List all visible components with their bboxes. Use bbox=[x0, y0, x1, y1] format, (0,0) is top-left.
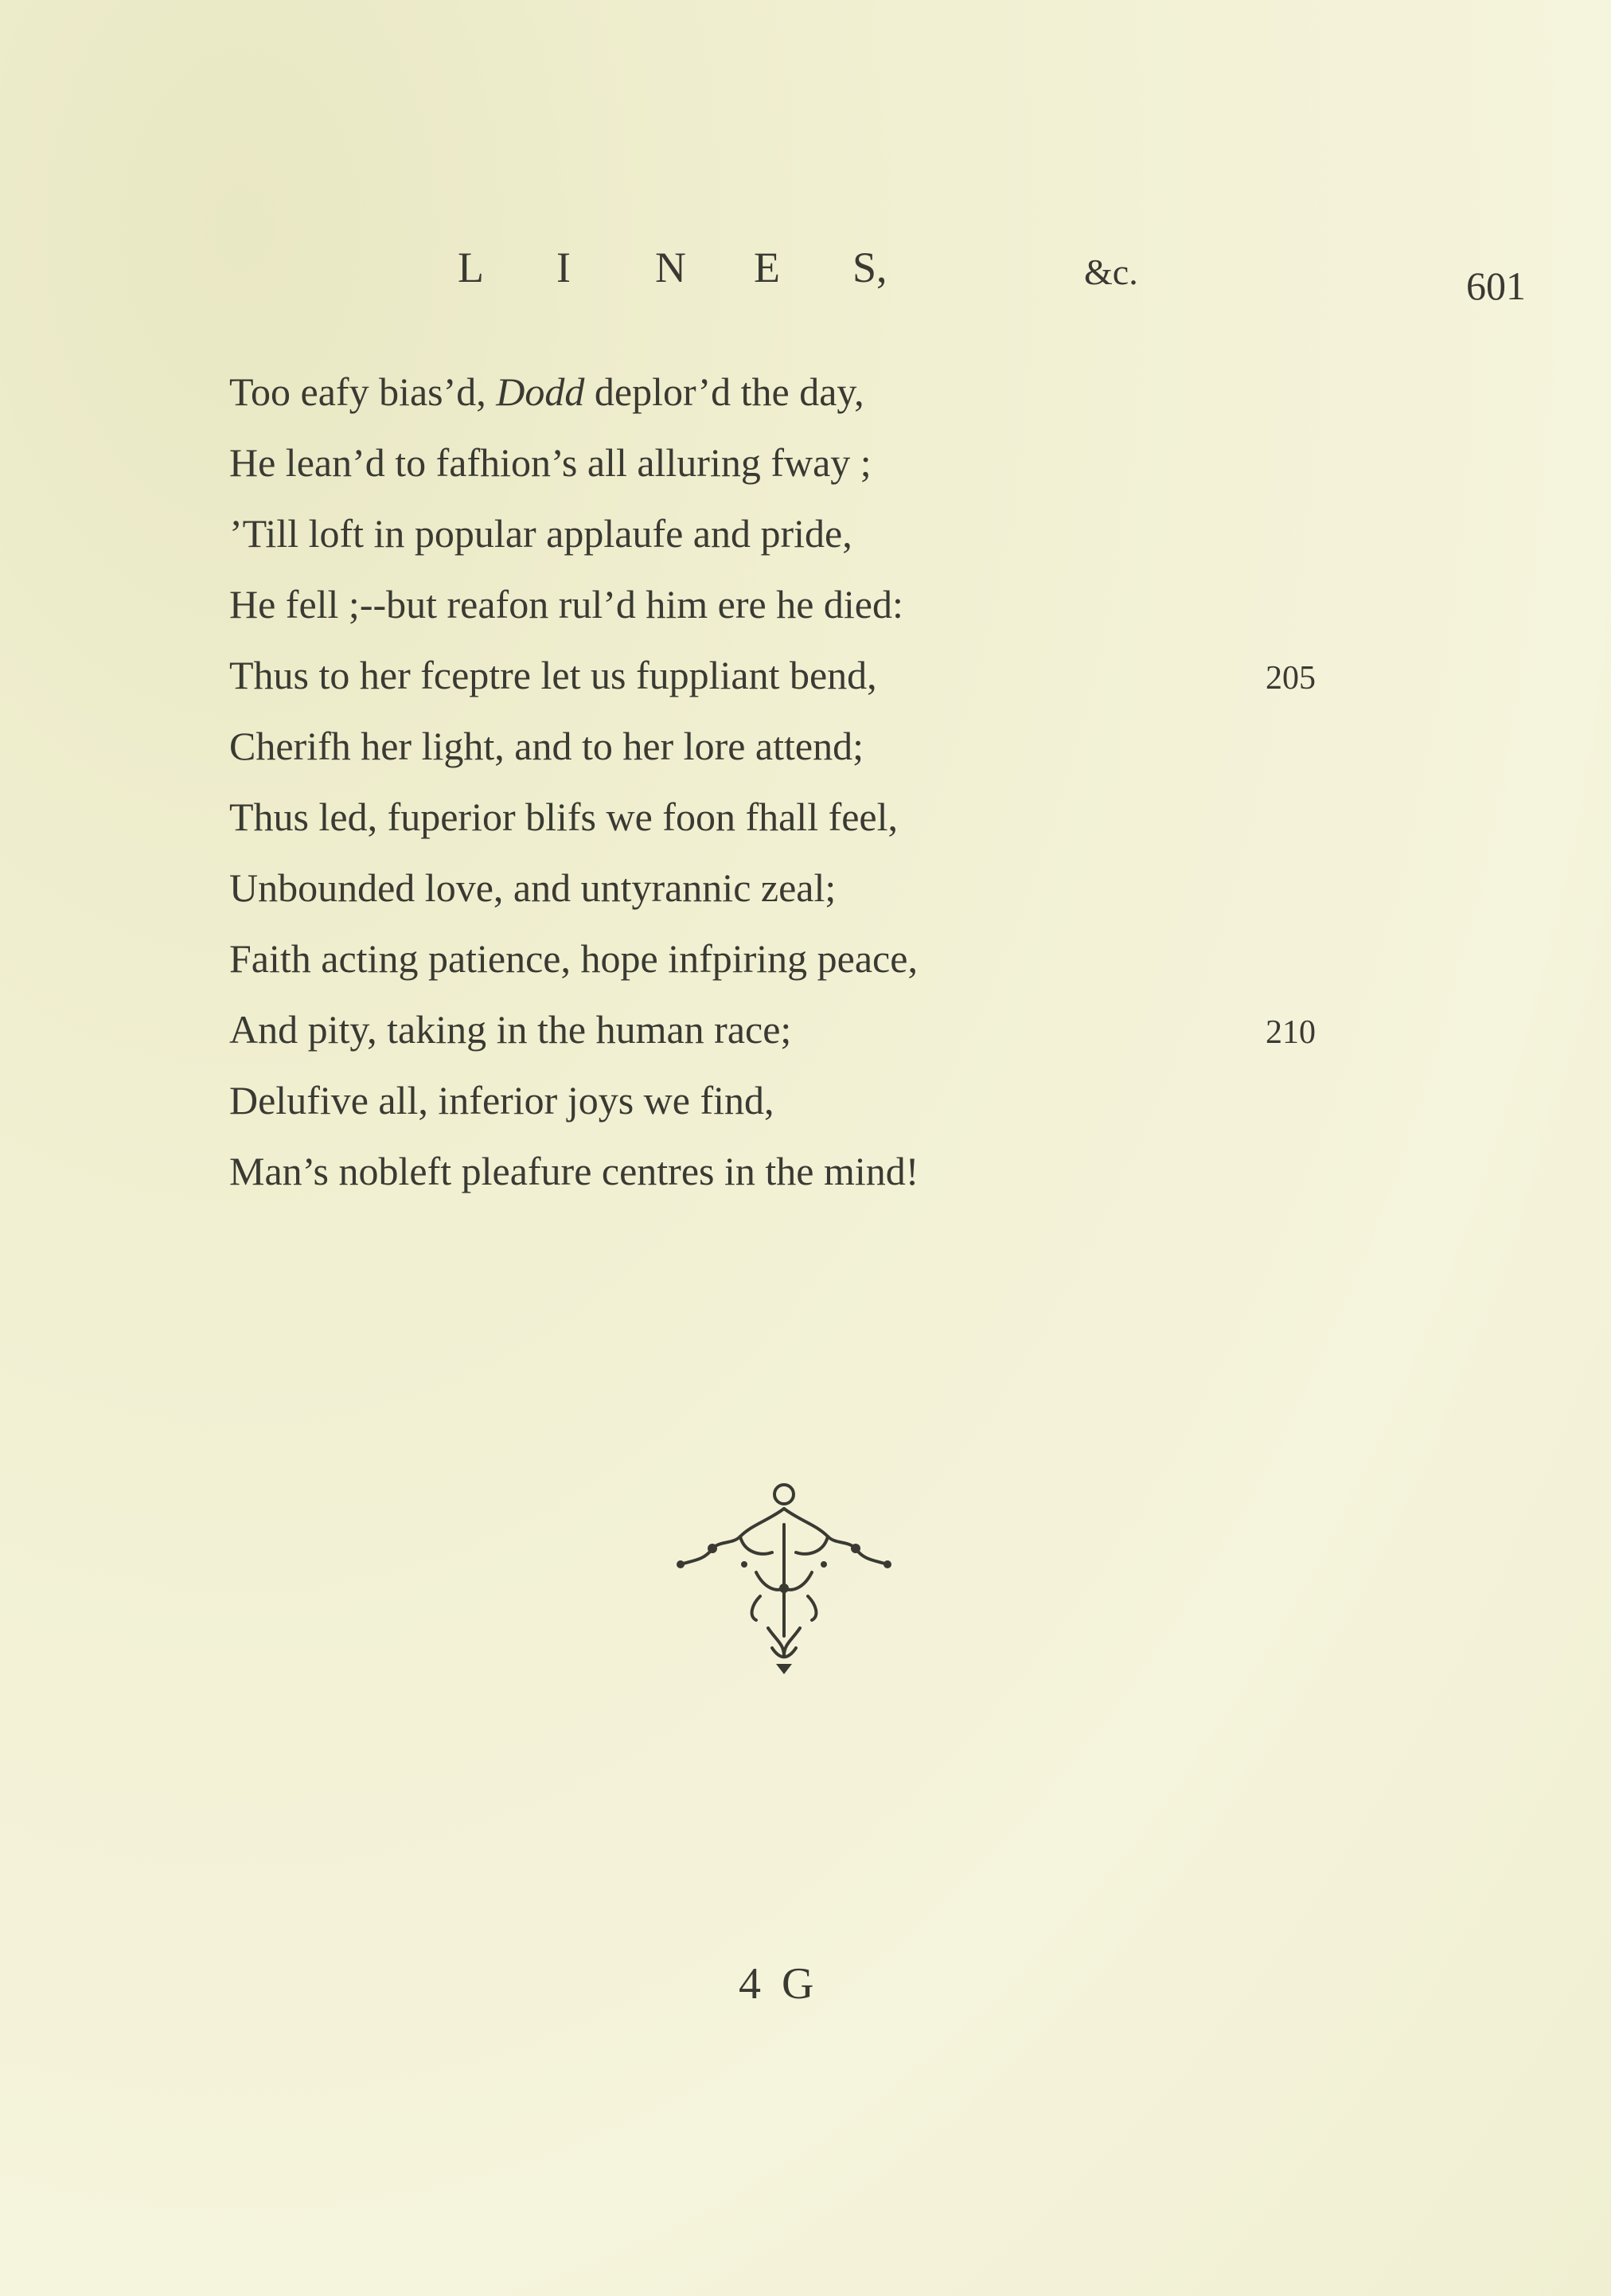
poem-line: Too eafy bias’d, Dodd deplor’d the day, bbox=[229, 369, 864, 414]
poem-line: Thus to her fceptre let us fuppliant bend, 205 bbox=[229, 640, 1344, 711]
title-letter: I bbox=[556, 244, 571, 291]
poem-line: He lean’d to fafhion’s all alluring fway ; bbox=[229, 440, 872, 485]
title-letter: N bbox=[655, 244, 686, 291]
running-title bbox=[458, 243, 951, 292]
poem-line: He fell ;--but reafon rul’d him ere he died: bbox=[229, 582, 903, 627]
poem-line: ’Till loft in popular applaufe and pride, bbox=[229, 511, 852, 556]
poem-body bbox=[229, 357, 1344, 1207]
poem-line: Unbounded love, and untyrannic zeal; bbox=[229, 865, 837, 910]
signature-mark: 4 G bbox=[739, 1959, 819, 2009]
poem-line: Delufive all, inferior joys we find, bbox=[229, 1078, 774, 1123]
title-letter: S, bbox=[852, 244, 887, 291]
running-title-etc: &c. bbox=[1084, 252, 1138, 292]
line-number: 205 bbox=[1266, 660, 1316, 697]
poem-line: Man’s nobleft pleafure centres in the mind! bbox=[229, 1149, 919, 1193]
italic-name: Dodd bbox=[496, 369, 585, 414]
poem-line: And pity, taking in the human race; 210 bbox=[229, 994, 1344, 1065]
poem-line: Faith acting patience, hope infpiring peace, bbox=[229, 936, 918, 981]
page-number: 601 bbox=[1466, 264, 1526, 308]
line-number: 210 bbox=[1266, 1014, 1316, 1051]
title-letter: L bbox=[458, 244, 484, 291]
poem-line: Thus led, fuperior blifs we foon fhall feel, bbox=[229, 795, 899, 839]
title-letter: E bbox=[754, 244, 780, 291]
poem-line: Cherifh her light, and to her lore attend; bbox=[229, 724, 864, 768]
fleuron-ornament-icon bbox=[665, 1477, 895, 1676]
